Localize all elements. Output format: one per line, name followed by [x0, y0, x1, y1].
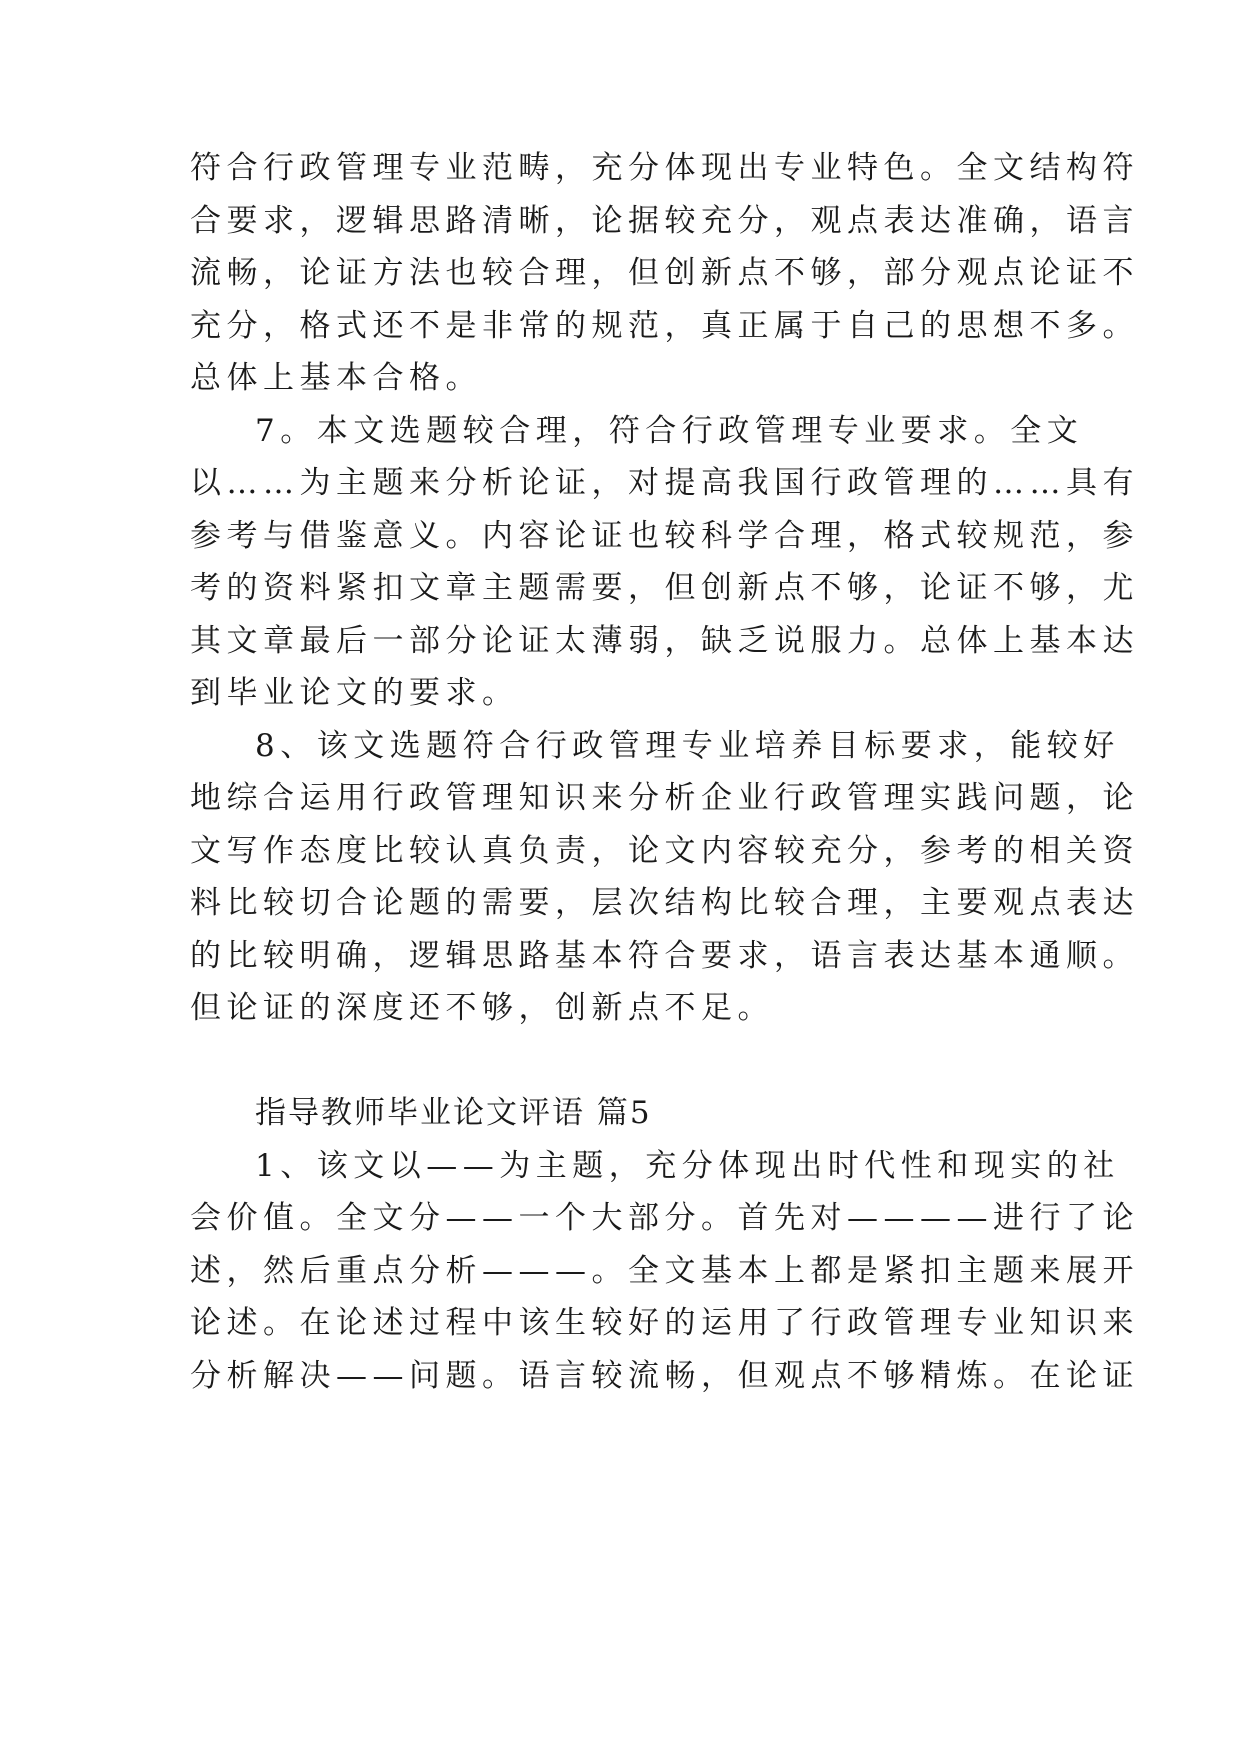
paragraph-line: 合要求，逻辑思路清晰，论据较充分，观点表达准确，语言	[190, 203, 1139, 239]
item-1-first-line: 1、该文以——为主题，充分体现出时代性和现实的社	[255, 1148, 1120, 1184]
paragraph-line: 符合行政管理专业范畴，充分体现出专业特色。全文结构符	[190, 150, 1139, 186]
paragraph-line: 但论证的深度还不够，创新点不足。	[190, 990, 774, 1026]
paragraph-line: 总体上基本合格。	[190, 360, 482, 396]
paragraph-line: 充分，格式还不是非常的规范，真正属于自己的思想不多。	[190, 308, 1139, 344]
paragraph-line: 分析解决——问题。语言较流畅，但观点不够精炼。在论证	[190, 1358, 1139, 1394]
item-7-first-line: 7。本文选题较合理，符合行政管理专业要求。全文	[255, 413, 1084, 449]
paragraph-line: 考的资料紧扣文章主题需要，但创新点不够，论证不够，尤	[190, 570, 1139, 606]
paragraph-line: 到毕业论文的要求。	[190, 675, 519, 711]
paragraph-line: 述，然后重点分析———。全文基本上都是紧扣主题来展开	[190, 1253, 1139, 1289]
paragraph-line: 其文章最后一部分论证太薄弱，缺乏说服力。总体上基本达	[190, 623, 1139, 659]
paragraph-line: 文写作态度比较认真负责，论文内容较充分，参考的相关资	[190, 833, 1139, 869]
paragraph-line: 以……为主题来分析论证，对提高我国行政管理的……具有	[190, 465, 1139, 501]
paragraph-line: 会价值。全文分——一个大部分。首先对————进行了论	[190, 1200, 1139, 1236]
paragraph-line: 料比较切合论题的需要，层次结构比较合理，主要观点表达	[190, 885, 1139, 921]
item-8-first-line: 8、该文选题符合行政管理专业培养目标要求，能较好	[255, 728, 1120, 764]
paragraph-line: 参考与借鉴意义。内容论证也较科学合理，格式较规范，参	[190, 518, 1139, 554]
paragraph-line: 地综合运用行政管理知识来分析企业行政管理实践问题，论	[190, 780, 1139, 816]
paragraph-line: 的比较明确，逻辑思路基本符合要求，语言表达基本通顺。	[190, 938, 1139, 974]
paragraph-line: 论述。在论述过程中该生较好的运用了行政管理专业知识来	[190, 1305, 1139, 1341]
section-heading: 指导教师毕业论文评语 篇5	[255, 1095, 652, 1131]
paragraph-line: 流畅，论证方法也较合理，但创新点不够，部分观点论证不	[190, 255, 1139, 291]
